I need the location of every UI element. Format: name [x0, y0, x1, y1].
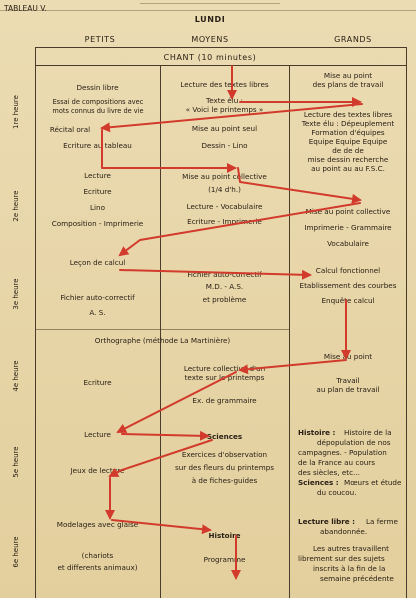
hour-label-3: 3e heure [12, 278, 20, 310]
h1-petits-dessin: Dessin libre [76, 83, 119, 92]
h2-petits-ecriture: Ecriture [83, 187, 112, 196]
route-arrow-10 [118, 372, 236, 432]
h4-moyens-lecture-collective: Lecture collective d'un [183, 364, 266, 373]
h1-grands-au-point: au point au au F.S.C. [311, 164, 385, 173]
chant-row-label: CHANT (10 minutes) [163, 53, 257, 62]
hour-label-4: 4e heure [12, 360, 20, 392]
route-arrow-12 [110, 440, 212, 476]
h2-grands-vocabulaire: Vocabulaire [327, 239, 369, 248]
h5-grands-siecles: des siècles, etc... [298, 468, 360, 477]
column-header-grands: GRANDS [334, 35, 372, 44]
h5-grands-histoire-text: Histoire de la [344, 428, 392, 437]
h1-grands-mise-au-point-2: des plans de travail [312, 80, 384, 89]
h6-grands-lecture-libre-label: Lecture libre : [298, 517, 356, 526]
h2-moyens-lecture-vocab: Lecture - Vocabulaire [186, 202, 263, 211]
h3-grands-enquete: Enquête calcul [321, 296, 375, 305]
h3-moyens-probleme: et problème [202, 295, 247, 304]
h5-grands-depopulation: dépopulation de nos [317, 438, 391, 447]
h5-grands-sciences-text: Mœurs et étude [344, 478, 402, 487]
h1-grands-formation: Formation d'équipes [311, 128, 385, 137]
route-arrow-6 [120, 203, 360, 255]
h3-petits-fichier: Fichier auto-correctif [60, 293, 135, 302]
h2-moyens-quart-heure: (1/4 d'h.) [208, 185, 241, 194]
h5-moyens-sciences: Sciences [206, 432, 243, 441]
route-arrow-4 [102, 130, 235, 168]
h5-moyens-fleurs: sur des fleurs du printemps [174, 463, 275, 472]
h6-grands-autres: Les autres travaillent [313, 544, 389, 553]
h5-petits-lecture: Lecture [84, 430, 111, 439]
h6-grands-inscrits: inscrits à la fin de la [313, 564, 386, 573]
h5-grands-coucou: du coucou. [317, 488, 357, 497]
h1-petits-compositions-1: Essai de compositions avec [52, 98, 144, 106]
h4-petits-ecriture: Ecriture [83, 378, 112, 387]
h1-moyens-mise-au-point: Mise au point seul [191, 124, 258, 133]
h3-moyens-fichier: Fichier auto-correctif [187, 270, 262, 279]
route-arrow-5 [238, 168, 360, 200]
h3-petits-calcul: Leçon de calcul [69, 258, 126, 267]
column-header-moyens: MOYENS [191, 35, 229, 44]
h1-grands-equipes: Equipe Equipe Equipe [308, 137, 388, 146]
h6-grands-abandonnee: abandonnée. [320, 527, 368, 536]
hour-label-5: 5e heure [12, 446, 20, 478]
table-label: TABLEAU V. [4, 4, 47, 13]
h2-grands-mise-au-point: Mise au point collective [305, 207, 391, 216]
h2-petits-lecture: Lecture [84, 171, 111, 180]
h6-grands-ferme: La ferme [366, 517, 398, 526]
h5-moyens-fiches: à de fiches-guides [191, 476, 258, 485]
h3-grands-courbes: Etablissement des courbes [299, 281, 397, 290]
h1-grands-mise-dessin: mise dessin recherche [307, 155, 389, 164]
h6-grands-semaine: semaine précédente [320, 574, 394, 583]
h5-grands-sciences-label: Sciences : [298, 478, 339, 487]
h4-grands-mise-au-point: Mise au point [323, 352, 373, 361]
h1-grands-de: de de de [332, 146, 364, 155]
day-title: LUNDI [194, 15, 226, 24]
h1-petits-compositions-2: mots connus du livre de vie [52, 107, 144, 115]
h2-petits-composition: Composition - Imprimerie [51, 219, 144, 228]
h2-moyens-ecriture-imprimerie: Ecriture - Imprimerie [187, 217, 262, 226]
h2-petits-lino: Lino [90, 203, 105, 212]
h4-moyens-texte-printemps: texte sur le printemps [184, 373, 265, 382]
h6-petits-animaux: et differents animaux) [57, 563, 138, 572]
h5-moyens-exercices: Exercices d'observation [181, 450, 268, 459]
h4-grands-travail: Travail [336, 376, 360, 385]
route-arrow-9 [240, 360, 346, 370]
h6-petits-chariots: (chariots [81, 551, 114, 560]
h1-moyens-texte-elu: Texte élu : [206, 96, 243, 105]
h1-grands-texte-elu: Texte élu : Dépeuplement [301, 119, 395, 128]
h6-moyens-histoire: Histoire [208, 531, 241, 540]
route-arrow-14 [112, 520, 210, 530]
h5-grands-histoire-label: Histoire : [298, 428, 336, 437]
route-arrow-3 [102, 104, 362, 128]
h5-grands-campagnes: campagnes. - Population [298, 448, 387, 457]
h1-moyens-printemps: « Voici le printemps » [185, 105, 264, 114]
h5-grands-france: de la France au cours [298, 458, 375, 467]
h6-petits-modelages: Modelages avec glaise [56, 520, 139, 529]
hour-label-1: 1re heure [12, 95, 20, 129]
h3-grands-calcul: Calcul fonctionnel [315, 266, 381, 275]
h3-petits-as: A. S. [89, 308, 106, 317]
h6-moyens-programme: Programme [203, 555, 246, 564]
h1-petits-recital: Récital oral [49, 125, 91, 134]
h4-moyens-grammaire: Ex. de grammaire [192, 396, 257, 405]
route-arrow-11 [122, 434, 208, 436]
hour-label-6: 6e heure [12, 536, 20, 568]
h4-grands-plan: au plan de travail [316, 385, 380, 394]
h1-grands-lecture-textes: Lecture des textes libres [303, 110, 393, 119]
h1-grands-mise-au-point-1: Mise au point [323, 71, 373, 80]
h2-moyens-mise-au-point: Mise au point collective [182, 172, 267, 181]
h1-moyens-lecture-textes: Lecture des textes libres [180, 80, 269, 89]
hour-label-2: 2e heure [12, 190, 20, 222]
h4-orthographe: Orthographe (méthode La Martinière) [94, 336, 231, 345]
h1-moyens-dessin-lino: Dessin - Lino [201, 141, 248, 150]
h2-grands-imprimerie: Imprimerie - Grammaire [304, 223, 392, 232]
h6-grands-sujets: librement sur des sujets [298, 554, 385, 563]
h1-petits-ecriture-tableau: Ecriture au tableau [63, 141, 132, 150]
h5-petits-jeux: Jeux de lecture [70, 466, 125, 475]
column-header-petits: PETITS [84, 35, 116, 44]
h3-moyens-md-as: M.D. - A.S. [205, 282, 244, 291]
route-arrow-7 [120, 270, 310, 275]
